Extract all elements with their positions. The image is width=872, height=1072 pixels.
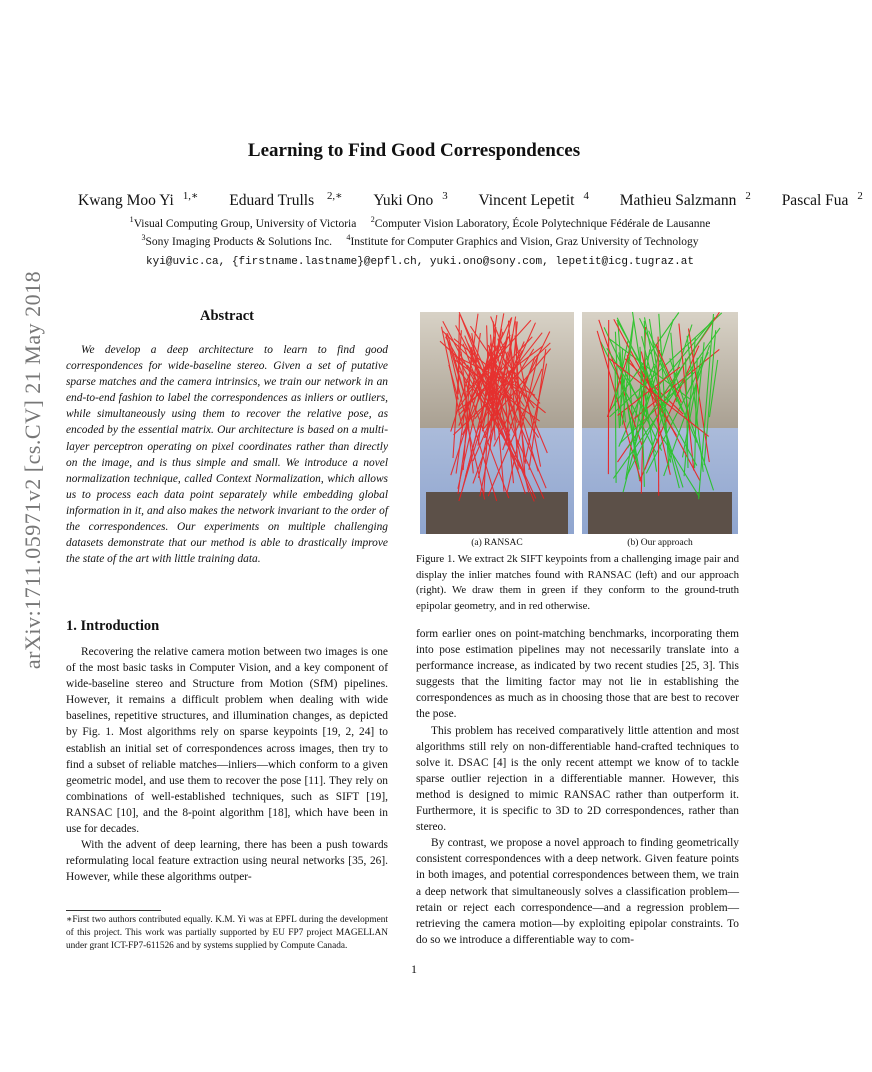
- abstract-heading: Abstract: [200, 308, 254, 324]
- author-list: [60, 189, 863, 210]
- intro-paragraph-1: Recovering the relative camera motion between two images is one of the most basic tasks in Computer Vision, and a key component of wide-baseline stereo and Structure from Motion (SfM) pipelines. However, it remains a difficult problem when dealing with wide baselines, repetitive structures, and illumination changes, as depicted by Fig. 1. Most algorithms rely on sparse keypoints [19, 2, 24] to establish an initial set of correspondences across images, then try to find a subset of reliable matches—inliers—which conform to a given geometric model, and use them to recover the pose [11]. They rely on combinations of well-established techniques, such as SIFT [19], RANSAC [10], and the 8-point algorithm [18], which have been in use for decades.: [66, 646, 388, 836]
- author-name: Pascal Fua: [781, 192, 849, 209]
- abstract-body: [66, 342, 388, 567]
- author-name: Mathieu Salzmann: [619, 192, 737, 209]
- section-heading-introduction: 1. Introduction: [66, 618, 160, 634]
- author-sup: 2,∗: [326, 189, 343, 202]
- affil-sup: 2: [370, 215, 375, 225]
- our-approach-image: [582, 312, 738, 534]
- paper-title: Learning to Find Good Correspondences: [247, 140, 581, 161]
- author-1: [69, 189, 199, 209]
- intro-paragraph-5: By contrast, we propose a novel approach to finding geometrically consistent correspondences with a deep network. Given feature points in both images, and potential correspondences between them, we train a deep network that simultaneously solves a classification problem—retain or reject each correspondence—and a regression problem—retrieving the camera motion—by exploiting epipolar constraints. To do so we introduce a differentiable way to com-: [416, 837, 739, 946]
- author-3: [364, 189, 448, 209]
- arxiv-id: arXiv:1711.05971v2 [cs.CV] 21 May 2018: [20, 270, 45, 670]
- affiliation: Institute for Computer Graphics and Vision, Graz University of Technology: [350, 236, 699, 248]
- author-name: Eduard Trulls: [229, 192, 315, 209]
- intro-left-column: [66, 644, 388, 885]
- page-number: 1: [411, 962, 417, 976]
- figure-1-caption: Figure 1. We extract 2k SIFT keypoints from a challenging image pair and display the inlier matches found with RANSAC (left) and our approach (right). We draw them in green if they conform to the ground-truth epipolar geometry, and in red otherwise.: [416, 553, 739, 612]
- figure-1-images: [420, 312, 738, 534]
- intro-paragraph-2: With the advent of deep learning, there has been a push towards reformulating local feature extraction using neural networks [35, 26]. However, while these algorithms outper-: [66, 839, 388, 884]
- author-2: [220, 189, 343, 209]
- ransac-image: [420, 312, 574, 534]
- author-4: [470, 189, 589, 209]
- author-6: [773, 189, 863, 209]
- affil-sup: 3: [141, 233, 146, 243]
- affiliations-line-1: [60, 215, 780, 230]
- outlier-match-line: [658, 337, 659, 496]
- footnote-rule: [66, 910, 161, 911]
- author-5: [611, 189, 751, 209]
- arxiv-stamp: [10, 240, 56, 700]
- affiliation: Visual Computing Group, University of Victoria: [133, 218, 357, 230]
- affiliations-line-2: [60, 233, 780, 248]
- affiliation: Sony Imaging Products & Solutions Inc.: [145, 236, 333, 248]
- subcaption-b: (b) Our approach: [627, 538, 693, 548]
- intro-paragraph-3: form earlier ones on point-matching benchmarks, incorporating them into pose estimation pipelines may not necessarily translate into a performance increase, as indicated by two recent studies [25, 3]. This suggests that the limiting factor may not lie in establishing the correspondences as much as in choosing those that are best to recover the pose.: [416, 628, 739, 721]
- intro-right-column: [416, 626, 739, 948]
- author-name: Kwang Moo Yi: [78, 192, 174, 209]
- author-sup: 4: [583, 189, 589, 202]
- subcaption-a: (a) RANSAC: [471, 538, 523, 548]
- author-sup: 2: [857, 189, 863, 202]
- author-sup: 1,∗: [182, 189, 199, 202]
- affiliation: Computer Vision Laboratory, École Polytechnique Fédérale de Lausanne: [374, 218, 711, 230]
- affil-sup: 4: [346, 233, 351, 243]
- author-sup: 2: [745, 189, 751, 202]
- author-name: Vincent Lepetit: [478, 192, 575, 209]
- footnote: ∗First two authors contributed equally. K.M. Yi was at EPFL during the development of this project. This work was partially supported by EU FP7 project MAGELLAN under grant ICT-FP7-611526 and by systems supplied by Compute Canada.: [66, 915, 388, 951]
- abstract-text: We develop a deep architecture to learn to find good correspondences for wide-baseline stereo. Given a set of putative sparse matches and the camera intrinsics, we train our network in an end-to-end fashion to label the correspondences as inliers or outliers, while simultaneously using them to recover the relative pose, as encoded by the essential matrix. Our architecture is based on a multi-layer perceptron operating on pixel coordinates rather than directly on the image, and is thus simple and small. We introduce a novel normalization technique, called Context Normalization, which allows us to process each data point separately while embedding global information in it, and also makes the network invariant to the order of the correspondences. Our experiments on multiple challenging datasets demonstrate that our method is able to drastically improve the state of the art with little training data.: [66, 344, 388, 566]
- author-emails: kyi@uvic.ca, {firstname.lastname}@epfl.ch, yuki.ono@sony.com, lepetit@icg.tugraz.at: [146, 256, 694, 268]
- author-sup: 3: [442, 189, 448, 202]
- figure-1: [420, 312, 738, 534]
- affil-sup: 1: [129, 215, 134, 225]
- intro-paragraph-4: This problem has received comparatively little attention and most algorithms still rely on non-differentiable hand-crafted techniques to solve it. DSAC [4] is the only recent attempt we know of to tackle sparse outlier rejection in a differentiable manner. However, this method is designed to mimic RANSAC rather than outperform it. Furthermore, it is specific to 3D to 2D correspondences, rather than stereo.: [416, 724, 739, 834]
- author-name: Yuki Ono: [373, 192, 434, 209]
